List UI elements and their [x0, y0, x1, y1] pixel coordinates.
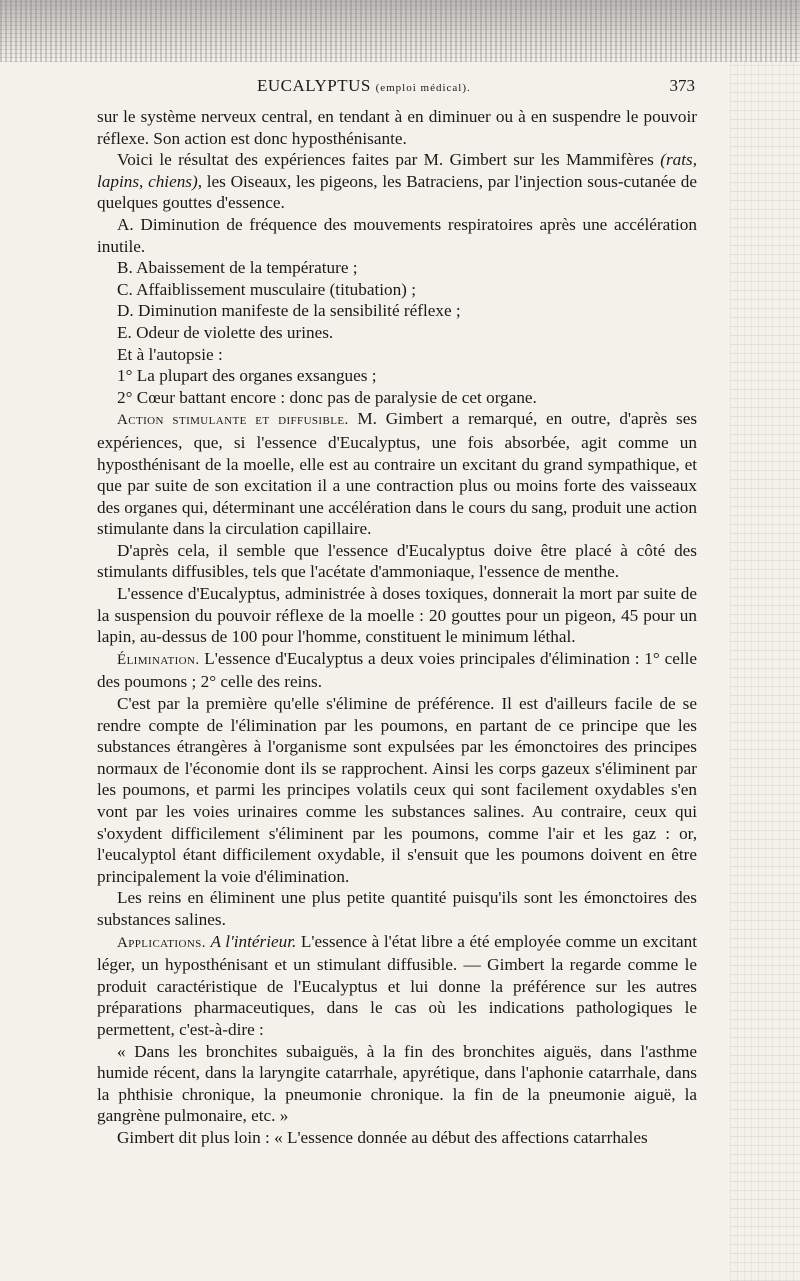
running-head-sub: (emploi médical).	[375, 82, 471, 94]
scan-noise-top	[0, 0, 800, 62]
paragraph: Applications. A l'intérieur. L'essence à l'état libre a été employée comme un excitant léger, un hyposthénisant et un stimulant diffusible. — Gimbert la regarde comme le produit caractéristique de l'Eucalyptus et lui donne la préférence sur les autres préparations pharmaceutiques, dans le cas où les indications pathologiques le permettent, c'est-à-dire :	[97, 931, 697, 1039]
paragraph: Voici le résultat des expériences faites par M. Gimbert sur les Mammifères (rats, lapins, chiens), les Oiseaux, les pigeons, les Batraciens, par l'injection sous-cutanée de quelques gouttes d'essence.	[97, 150, 698, 213]
paragraph: D. Diminution manifeste de la sensibilité réflexe ;	[117, 301, 461, 321]
running-head-title	[257, 76, 471, 96]
paragraph: sur le système nerveux central, en tendant à en diminuer ou à en suspendre le pouvoir réflexe. Son action est donc hyposthénisante.	[97, 107, 697, 148]
section-heading: Élimination.	[117, 651, 200, 668]
paragraph: E. Odeur de violette des urines.	[117, 322, 334, 342]
paragraph: Les reins en éliminent une plus petite quantité puisqu'ils sont les émonctoires des substances salines.	[97, 888, 697, 929]
paragraph: 1° La plupart des organes exsangues ;	[117, 366, 377, 386]
paragraph: Élimination. L'essence d'Eucalyptus a deux voies principales d'élimination : 1° celle des poumons ; 2° celle des reins.	[97, 648, 698, 692]
paragraph: D'après cela, il semble que l'essence d'Eucalyptus doive être placé à côté des stimulants diffusibles, tels que l'acétate d'ammoniaque, l'essence de menthe.	[97, 540, 697, 582]
paragraph: « Dans les bronchites subaiguës, à la fin des bronchites aiguës, dans l'asthme humide récent, dans la laryngite catarrhale, apyrétique, dans l'aphonie catarrhale, dans la phthisie chronique, la pneumonie chronique. la fin de la pneumonie aiguë, la gangrène pulmonaire, etc. »	[97, 1041, 697, 1126]
paragraph: C. Affaiblissement musculaire (titubation) ;	[117, 279, 416, 299]
paragraph: 2° Cœur battant encore : donc pas de paralysie de cet organe.	[117, 387, 537, 407]
subsection-heading: A l'intérieur.	[210, 931, 297, 951]
italic-species: (rats, lapins, chiens)	[97, 150, 697, 191]
paragraph: Et à l'autopsie :	[117, 344, 223, 364]
scan-noise-right	[730, 60, 800, 1281]
paragraph: L'essence d'Eucalyptus, administrée à doses toxiques, donnerait la mort par suite de la suspension du pouvoir réflexe de la moelle : 20 gouttes pour un pigeon, 45 pour un lapin, au-dessus de 100 pour l'homme, constituent le minimum léthal.	[97, 584, 697, 647]
paragraph: B. Abaissement de la température ;	[117, 258, 358, 278]
paragraph: A. Diminution de fréquence des mouvements respiratoires après une accélération inutile.	[97, 214, 697, 256]
paragraph: C'est par la première qu'elle s'élimine de préférence. Il est d'ailleurs facile de se rendre compte de l'élimination par les poumons, en partant de ce principe que les substances étrangères à l'organisme sont expulsées par les émonctoires des principes normaux de l'économie dont ils se rapprochent. Ainsi les corps gazeux s'éliminent par les poumons, et parmi les principes volatils ceux qui sont facilement oxydables s'en vont par les voies urinaires comme les substances salines. Au contraire, ceux qui s'oxydent difficilement s'éliminent par les poumons, comme l'air et les gaz : or, l'eucalyptol étant difficilement oxydable, il s'ensuit que les poumons doivent en être principalement la voie d'élimination.	[97, 694, 697, 886]
page-body	[97, 106, 697, 1149]
section-heading: Action stimulante et diffusible.	[117, 412, 349, 429]
paragraph: Gimbert dit plus loin : « L'essence donnée au début des affections catarrhales	[117, 1127, 648, 1147]
page-number: 373	[669, 76, 695, 95]
running-header	[95, 76, 695, 100]
paragraph: Action stimulante et diffusible. M. Gimbert a remarqué, en outre, d'après ses expériences, que, si l'essence d'Eucalyptus, une fois absorbée, agit comme un hyposthénisant de la moelle, elle est au contraire un excitant du grand sympathique, et que par suite de son excitation il a une contraction plus ou moins forte des vaisseaux des organes qui, déterminant une accélération dans le cours du sang, produit une action stimulante dans la circulation capillaire.	[97, 409, 698, 539]
running-head-main: EUCALYPTUS	[257, 76, 371, 95]
section-heading: Applications.	[117, 934, 206, 951]
